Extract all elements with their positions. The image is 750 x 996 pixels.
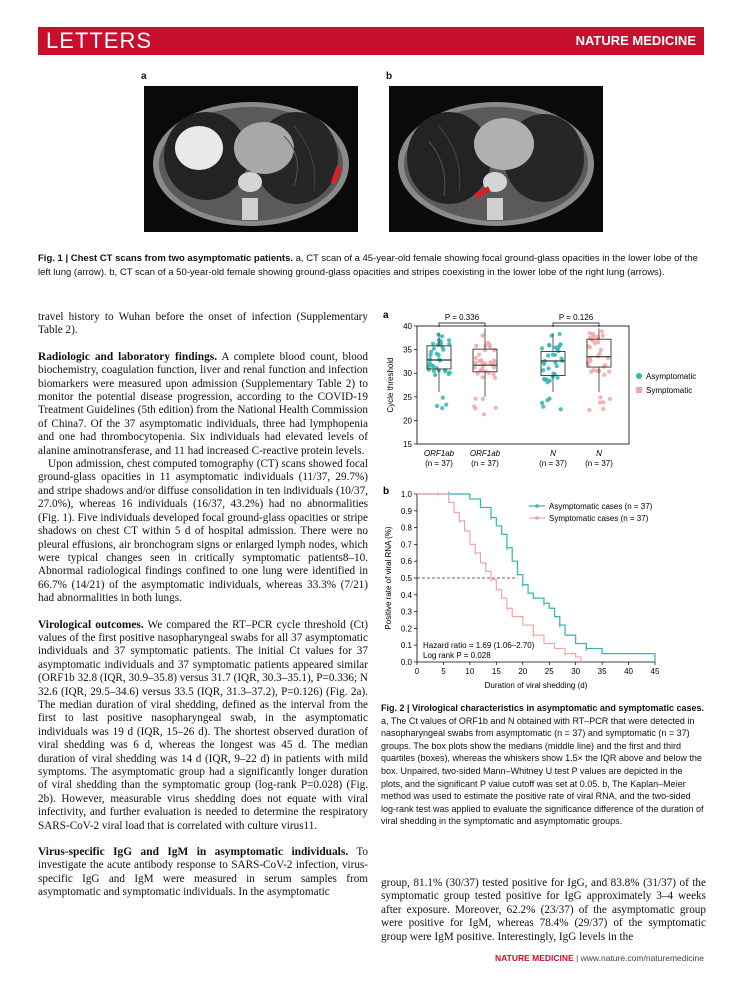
- data-point: [477, 353, 481, 357]
- data-point: [559, 407, 563, 411]
- x-tick-label: 45: [650, 667, 660, 676]
- y-tick-label: 20: [403, 416, 412, 426]
- heading-igg-igm: Virus-specific IgG and IgM in asymptomatic individuals.: [38, 846, 349, 859]
- data-point: [480, 375, 484, 379]
- right-column: [381, 877, 706, 944]
- category-label: ORF1ab: [423, 449, 455, 458]
- data-point: [440, 406, 444, 410]
- data-point: [542, 377, 546, 381]
- paragraph-4: To investigate the acute antibody response to SARS-CoV-2 infection, virus-specific IgG and IgM were measured in serum samples from asymptomatic and symptomatic individuals. In the asymptomatic: [38, 846, 368, 899]
- box-plot-ct-values: [386, 313, 696, 468]
- log-rank-annotation: Log rank P = 0.028: [423, 651, 491, 660]
- category-n-label: (n = 37): [585, 459, 613, 468]
- section-title: LETTERS: [46, 28, 153, 53]
- data-point: [435, 404, 439, 408]
- legend-symptomatic-label: Symptomatic: [646, 386, 693, 395]
- data-point: [547, 343, 551, 347]
- y-tick-label: 25: [403, 392, 412, 402]
- data-point: [546, 366, 550, 370]
- data-point: [433, 373, 437, 377]
- ct-scan-b-image: [389, 86, 603, 232]
- x-tick-label: 10: [465, 667, 475, 676]
- journal-header: [38, 27, 704, 55]
- data-point: [481, 397, 485, 401]
- data-point: [546, 353, 550, 357]
- legend-asymptomatic-label: Asymptomatic: [646, 372, 697, 381]
- y-tick-label: 40: [403, 322, 412, 331]
- category-n-label: (n = 37): [539, 459, 567, 468]
- y-tick-label: 35: [403, 345, 412, 355]
- data-point: [599, 348, 603, 352]
- data-point: [591, 368, 595, 372]
- kaplan-meier-plot: [384, 490, 660, 690]
- data-point: [474, 344, 478, 348]
- y-tick-label: 0.4: [400, 590, 412, 600]
- paragraph-2: Upon admission, chest computed tomography (CT) scans showed focal ground-glass opacities in 11 asymptomatic individuals (11/37, 29.7%) and stripe shadows and/or diffuse consolidation in ten individuals (10/37, 27.0%), whereas 16 individuals (16/37, 43.2%) had no abnormalities (Fig. 1). Five individuals developed focal ground-glass opacities or stripe shadows on chest CT within 5 d of hospital admission. There were no pleural effusions, air bronchogram signs or enlarged lymph nodes, which were typical changes seen in critically symptomatic patients8–10. Abnormal radiological findings confined to one lung were identified in 66.7% (14/21) of the asymptomatic individuals, whereas 33.3% (7/21) had abnormalities in both lungs.: [38, 458, 368, 605]
- fig2-caption: [381, 702, 706, 828]
- y-axis-label: Cycle threshold: [386, 357, 395, 413]
- heading-radiologic: Radiologic and laboratory findings.: [38, 350, 218, 363]
- ct-scan-b-drawing: [389, 86, 603, 232]
- fig2-caption-text: a, The Ct values of ORF1b and N obtained with RT–PCR that were detected in nasopharyngeal swabs from asymptomatic (n = 37) and symptomatic (n = 37) groups. The box plots show the medians (middle line) and the first and third quartiles (boxes), whereas the whiskers show 1.5× the IQR above and below the box. Unpaired, two-sided Mann–Whitney U test P values are depicted in the plots, and the significant P value cutoff was set at 0.05. b, The Kaplan–Meier method was used to estimate the positive rate of viral RNA, and the two-sided log-rank test was applied to evaluate the significance difference of the duration of viral shedding in the symptomatic and asymptomatic groups.: [381, 715, 704, 827]
- fig2-panel-a-label: a: [383, 310, 389, 321]
- legend-marker: [535, 516, 539, 520]
- data-point: [602, 373, 606, 377]
- data-point: [428, 357, 432, 361]
- left-column: [38, 311, 368, 900]
- x-tick-label: 25: [544, 667, 554, 676]
- data-point: [558, 332, 562, 336]
- data-point: [545, 380, 549, 384]
- data-point: [473, 397, 477, 401]
- data-point: [431, 342, 435, 346]
- y-tick-label: 0.8: [400, 523, 412, 533]
- category-n-label: (n = 37): [471, 459, 499, 468]
- data-point: [447, 338, 451, 342]
- ct-scan-a-image: [144, 86, 358, 232]
- x-tick-label: 5: [441, 667, 446, 676]
- data-point: [494, 406, 498, 410]
- data-point: [587, 408, 591, 412]
- hazard-ratio-annotation: Hazard ratio = 1.69 (1.06–2.70): [423, 641, 535, 650]
- data-point: [602, 364, 606, 368]
- category-label: ORF1ab: [469, 449, 501, 458]
- data-point: [601, 334, 605, 338]
- data-point: [486, 341, 490, 345]
- data-point: [482, 412, 486, 416]
- x-axis-label: Duration of viral shedding (d): [484, 681, 588, 690]
- ct-scan-a-drawing: [144, 86, 358, 232]
- footer-journal: NATURE MEDICINE: [495, 953, 574, 963]
- data-point: [474, 356, 478, 360]
- data-point: [555, 376, 559, 380]
- data-point: [439, 342, 443, 346]
- y-tick-label: 0.1: [400, 641, 412, 651]
- data-point: [595, 335, 599, 339]
- data-point: [481, 333, 485, 337]
- paragraph-3: We compared the RT–PCR cycle threshold (Ct) values of the first positive nasopharyngeal swabs for all 37 asymptomatic individuals and 37 symptomatic patients. The initial Ct values for 37 asymptomatic individuals and 37 symptomatic patients appeared similar (ORF1b 32.8 (IQR, 30.9–35.8) versus 31.7 (IQR, 30.3–35.1), P=0.336; N 32.6 (IQR, 29.5–34.6) versus 33.5 (IQR, 31.3–37.2), P=0.126) (Fig. 2a). The median duration of viral shedding, defined as the interval from the first to last positive nasopharyngeal swab, in the asymptomatic individuals was 19 d (IQR, 15–26 d). The shortest observed duration of viral shedding was 6 d, whereas the longest was 45 d. The median duration of viral shedding was 14 d (IQR, 9–22 d) in patients with mild symptoms. The asymptomatic group had a significantly longer duration of viral shedding than the symptomatic group (log-rank P=0.028) (Fig. 2b). However, measurable virus shedding does not equate with viral infectivity, and further evaluation is needed to determine the respiratory SARS-CoV-2 viral load that is correlated with culture virus11.: [38, 618, 368, 832]
- paragraph-1: A complete blood count, blood biochemistry, coagulation function, liver and renal function and infection biomarkers were measured upon admission (Supplementary Table 2) to monitor the potential disease progression, according to the COVID-19 Treatment Guidelines (5th edition) from the National Health Commission of China7. Of the 37 asymptomatic individuals, three had lymphopenia and one had thrombocytopenia. Six individuals had elevated levels of alanine aminotransferase, and 11 had increased C-reactive protein levels.: [38, 350, 368, 457]
- data-point: [540, 346, 544, 350]
- data-point: [598, 395, 602, 399]
- legend-marker: [535, 504, 539, 508]
- legend-label: Symptomatic cases (n = 37): [549, 514, 649, 523]
- data-point: [479, 358, 483, 362]
- category-label: N: [550, 449, 556, 458]
- x-tick-label: 30: [571, 667, 581, 676]
- fig1-panel-a-label: a: [141, 71, 147, 82]
- p-value-label: P = 0.336: [444, 313, 480, 322]
- data-point: [441, 396, 445, 400]
- y-tick-label: 0.7: [400, 540, 412, 550]
- data-point: [555, 347, 559, 351]
- data-point: [443, 369, 447, 373]
- data-point: [492, 348, 496, 352]
- heading-virological: Virological outcomes.: [38, 618, 144, 631]
- y-tick-label: 0.3: [400, 607, 412, 617]
- data-point: [435, 351, 439, 355]
- p-value-label: P = 0.126: [558, 313, 594, 322]
- y-tick-label: 30: [403, 369, 412, 379]
- y-tick-label: 0.6: [400, 557, 412, 567]
- data-point: [472, 404, 476, 408]
- data-point: [432, 347, 436, 351]
- fig2-panel-b-label: b: [383, 486, 390, 497]
- fig1-caption-title: Fig. 1 | Chest CT scans from two asymptomatic patients.: [38, 253, 293, 264]
- data-point: [553, 353, 557, 357]
- x-tick-label: 0: [414, 667, 420, 676]
- data-point: [542, 362, 546, 366]
- data-point: [541, 368, 545, 372]
- page-footer: NATURE MEDICINE | www.nature.com/naturemedicine: [495, 953, 704, 963]
- journal-name: NATURE MEDICINE: [575, 33, 696, 48]
- legend-label: Asymptomatic cases (n = 37): [549, 502, 653, 511]
- fig1-panel-b-label: b: [386, 71, 393, 82]
- y-tick-label: 15: [403, 440, 412, 449]
- fig2-caption-title: Fig. 2 | Virological characteristics in asymptomatic and symptomatic cases.: [381, 703, 704, 713]
- footer-url: www.nature.com/naturemedicine: [580, 953, 704, 963]
- category-n-label: (n = 37): [425, 459, 453, 468]
- data-point: [540, 401, 544, 405]
- data-point: [488, 344, 492, 348]
- x-tick-label: 40: [624, 667, 634, 676]
- data-point: [492, 372, 496, 376]
- data-point: [607, 370, 611, 374]
- data-point: [608, 397, 612, 401]
- y-tick-label: 0.9: [400, 506, 412, 516]
- data-point: [559, 342, 563, 346]
- data-point: [493, 376, 497, 380]
- y-tick-label: 0.5: [400, 574, 412, 583]
- data-point: [555, 364, 559, 368]
- fig2-charts: [381, 306, 711, 696]
- y-tick-label: 1.0: [400, 490, 412, 499]
- x-tick-label: 20: [518, 667, 528, 676]
- data-point: [436, 332, 440, 336]
- data-point: [429, 350, 433, 354]
- data-point: [441, 348, 445, 352]
- y-tick-label: 0.0: [400, 658, 412, 667]
- data-point: [448, 370, 452, 374]
- legend-asymptomatic-marker: [636, 373, 642, 379]
- y-tick-label: 0.2: [400, 624, 412, 634]
- legend-symptomatic-marker: [636, 387, 642, 393]
- category-label: N: [596, 449, 602, 458]
- fig1-caption-text: a, CT scan of a 45-year-old female showing focal ground-glass opacities in the lower lobe of the left lung (arrow). b, CT scan of a 50-year-old female showing ground-glass opacities and stripes coexisting in the lower lobe of the right lung (arrows).: [38, 253, 698, 278]
- paragraph-5: group, 81.1% (30/37) tested positive for IgG, and 83.8% (31/37) of the symptomatic group tested positive for IgG approximately 3–4 weeks after exposure. Moreover, 62.2% (23/37) of the asymptomatic group were positive for IgM, whereas 78.4% (29/37) of the symptomatic group were IgM positive. Interestingly, IgG levels in the: [381, 877, 706, 943]
- data-point: [444, 403, 448, 407]
- y-axis-label: Positive rate of viral RNA (%): [384, 526, 393, 630]
- paragraph-0: travel history to Wuhan before the onset of infection (Supplementary Table 2).: [38, 311, 368, 337]
- x-tick-label: 35: [597, 667, 607, 676]
- data-point: [593, 341, 597, 345]
- x-tick-label: 15: [491, 667, 501, 676]
- data-point: [545, 398, 549, 402]
- fig1-caption: [38, 252, 706, 280]
- data-point: [601, 400, 605, 404]
- data-point: [601, 407, 605, 411]
- data-point: [474, 361, 478, 365]
- data-point: [541, 405, 545, 409]
- data-point: [440, 334, 444, 338]
- data-point: [600, 329, 604, 333]
